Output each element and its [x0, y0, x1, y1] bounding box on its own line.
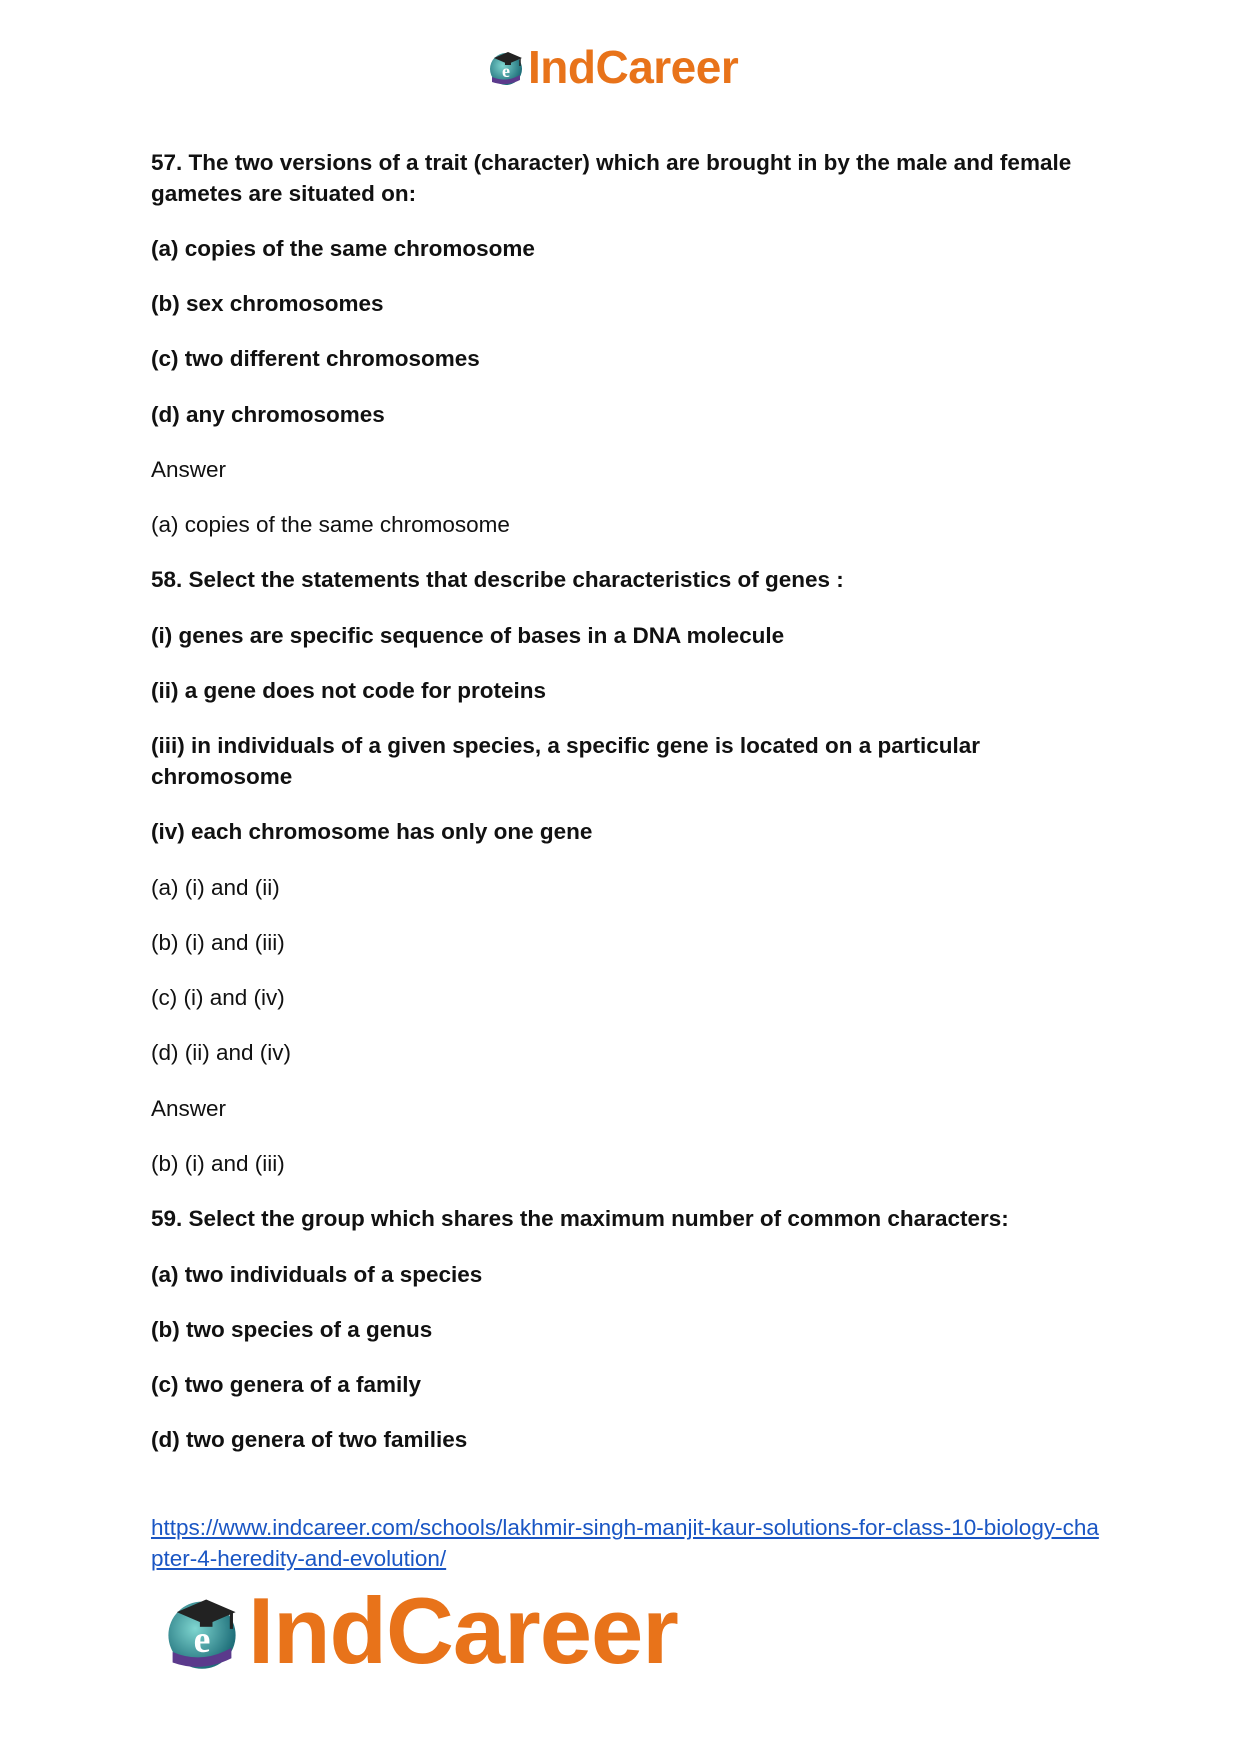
footer-logo-text: IndCareer	[248, 1578, 678, 1683]
source-link[interactable]: https://www.indcareer.com/schools/lakhmir-singh-manjit-kaur-solutions-for-class-10-biology-chapter-4-heredity-and-evolution/	[151, 1515, 1099, 1571]
question-58: 58. Select the statements that describe characteristics of genes :	[151, 567, 844, 592]
q57-option-a: (a) copies of the same chromosome	[151, 236, 535, 261]
q57-option-c: (c) two different chromosomes	[151, 346, 480, 371]
svg-text:e: e	[193, 1619, 211, 1661]
q58-statement-iii: (iii) in individuals of a given species, a specific gene is located on a particular chromosome	[151, 733, 980, 789]
q58-option-c: (c) (i) and (iv)	[151, 985, 285, 1010]
q57-answer-label: Answer	[151, 457, 227, 482]
q57-answer: (a) copies of the same chromosome	[151, 512, 510, 537]
question-59: 59. Select the group which shares the maximum number of common characters:	[151, 1206, 1009, 1231]
q59-option-a: (a) two individuals of a species	[151, 1262, 483, 1287]
q57-option-d: (d) any chromosomes	[151, 402, 385, 427]
q58-answer: (b) (i) and (iii)	[151, 1151, 285, 1176]
q58-option-a: (a) (i) and (ii)	[151, 875, 280, 900]
q58-option-b: (b) (i) and (iii)	[151, 930, 285, 955]
q57-option-b: (b) sex chromosomes	[151, 291, 384, 316]
header-logo	[486, 42, 738, 92]
q59-option-b: (b) two species of a genus	[151, 1317, 433, 1342]
q58-option-d: (d) (ii) and (iv)	[151, 1040, 292, 1065]
footer-logo	[160, 1578, 678, 1683]
question-57: 57. The two versions of a trait (character) which are brought in by the male and female gametes are situated on:	[151, 150, 1072, 206]
q58-statement-iv: (iv) each chromosome has only one gene	[151, 819, 593, 844]
svg-text:e: e	[502, 61, 510, 81]
q58-statement-ii: (ii) a gene does not code for proteins	[151, 678, 547, 703]
q59-option-c: (c) two genera of a family	[151, 1372, 422, 1397]
header-logo-text: IndCareer	[528, 41, 739, 93]
q59-option-d: (d) two genera of two families	[151, 1427, 468, 1452]
graduation-globe-icon	[486, 47, 526, 87]
q58-answer-label: Answer	[151, 1096, 227, 1121]
q58-statement-i: (i) genes are specific sequence of bases in a DNA molecule	[151, 623, 785, 648]
graduation-globe-icon	[160, 1589, 244, 1673]
